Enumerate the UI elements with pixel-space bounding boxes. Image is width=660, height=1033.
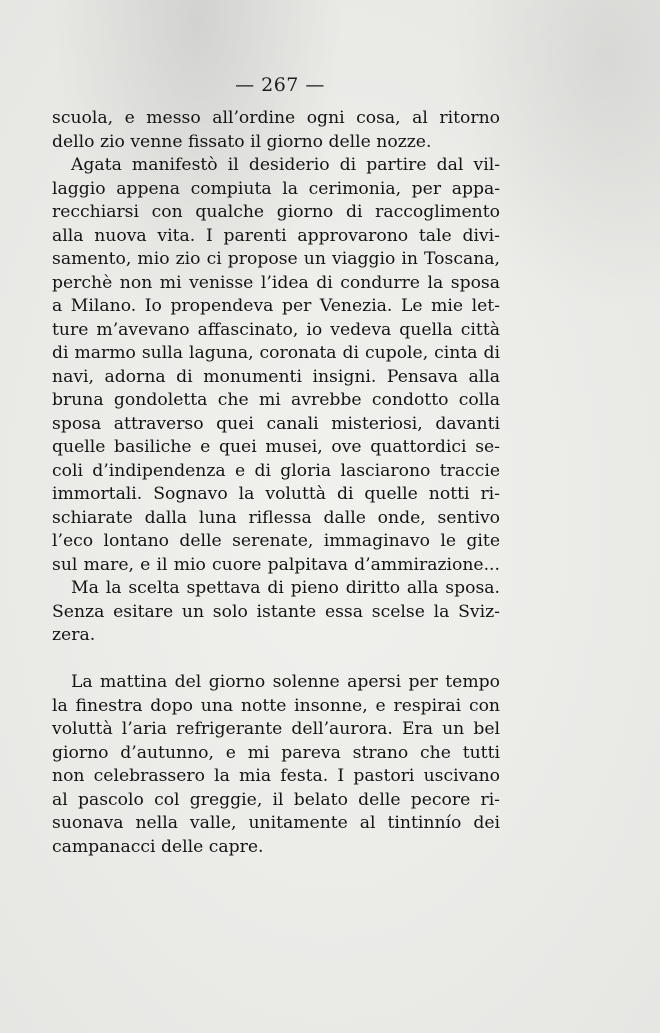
text-line: laggio appena compiuta la cerimonia, per appa- <box>52 178 500 199</box>
text-line: recchiarsi con qualche giorno di raccoglimento <box>52 202 500 222</box>
text-line: Senza esitare un solo istante essa scelse la Sviz- <box>52 601 500 622</box>
text-line: quelle basiliche e quei musei, ove quattordici se- <box>52 437 500 457</box>
text-line: sul mare, e il mio cuore palpitava d’ammirazione... <box>52 554 500 575</box>
text-line: dello zio venne fissato il giorno delle nozze. <box>52 131 432 152</box>
text-line: voluttà l’aria refrigerante dell’aurora. Era un bel <box>52 719 500 739</box>
text-line: l’eco lontano delle serenate, immaginavo le gite <box>52 531 500 551</box>
text-line: suonava nella valle, unitamente al tintinnío dei <box>52 813 500 833</box>
text-line: navi, adorna di monumenti insigni. Pensava alla <box>52 366 500 387</box>
body-text <box>52 107 500 859</box>
text-line: zera. <box>52 625 96 645</box>
text-line: sposa attraverso quei canali misteriosi, davanti <box>52 413 500 434</box>
text-line: schiarate dalla luna riflessa dalle onde, sentivo <box>52 507 500 528</box>
text-line: immortali. Sognavo la voluttà di quelle notti ri- <box>52 484 500 504</box>
text-line: scuola, e messo all’ordine ogni cosa, al ritorno <box>52 108 500 128</box>
text-line: campanacci delle capre. <box>52 836 264 857</box>
text-line: la finestra dopo una notte insonne, e respirai con <box>52 695 500 716</box>
text-line: non celebrassero la mia festa. I pastori uscivano <box>52 766 500 786</box>
text-line: coli d’indipendenza e di gloria lasciarono traccie <box>52 460 500 481</box>
text-line: di marmo sulla laguna, coronata di cupole, cinta di <box>52 343 500 363</box>
text-line: alla nuova vita. I parenti approvarono tale divi- <box>52 225 500 246</box>
text-line: giorno d’autunno, e mi pareva strano che tutti <box>52 742 500 763</box>
text-line: Ma la scelta spettava di pieno diritto alla sposa. <box>71 578 500 598</box>
text-line: samento, mio zio ci propose un viaggio in Toscana, <box>52 249 500 269</box>
text-line: a Milano. Io propendeva per Venezia. Le mie let- <box>52 296 500 316</box>
text-line: La mattina del giorno solenne apersi per tempo <box>71 672 500 692</box>
page-number: — 267 — <box>235 74 325 96</box>
text-line: al pascolo col greggie, il belato delle pecore ri- <box>52 789 500 810</box>
text-line: perchè non mi venisse l’idea di condurre la sposa <box>52 272 500 293</box>
text-line: bruna gondoletta che mi avrebbe condotto colla <box>52 390 500 410</box>
text-line: Agata manifestò il desiderio di partire dal vil- <box>71 155 500 175</box>
section-break <box>52 648 500 672</box>
text-line: ture m’avevano affascinato, io vedeva quella città <box>52 319 500 340</box>
